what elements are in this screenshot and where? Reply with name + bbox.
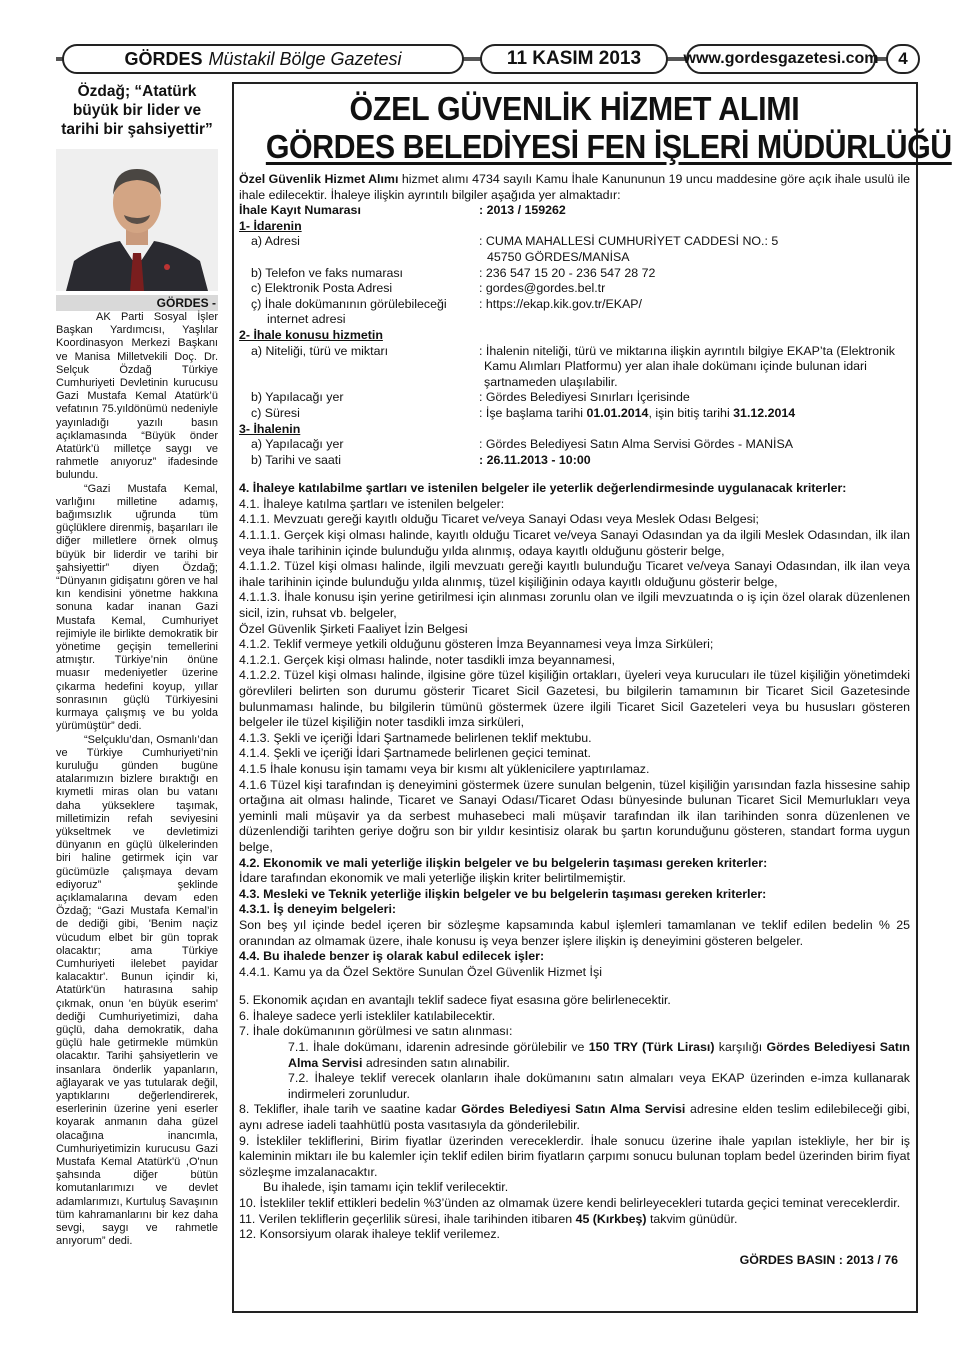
clause	[239, 481, 910, 497]
article-body	[56, 311, 218, 1248]
clause: 4.1.5 İhale konusu işin tamamı veya bir kısmı alt yüklenicilere yaptırılamaz.	[239, 761, 650, 776]
clause	[239, 1212, 910, 1228]
clause	[239, 1040, 910, 1071]
website: www.gordesgazetesi.com	[686, 44, 876, 74]
article-paragraph: AK Parti Sosyal İşler Başkan Yardımcısı, Yaşlılar Koordinasyon Merkezi Başkanı ve Manisa Milletvekili Doç. Dr. Selçuk Özdağ Türkiye Cumhuriyeti Devletinin kurucusu Gazi Mustafa Kemal Atatürk’ü vefatının 75.yıldönümü nedeniyle yayınladığı yazılı basın açıklamasında “Büyük önder Atatürk’ü milletçe saygı ve rahmetle anıyoruz” ifadesinde bulundu.	[56, 311, 218, 482]
tender-notice	[232, 82, 952, 1313]
clause: Özel Güvenlik Şirketi Faaliyet İzin Belgesi	[239, 621, 468, 636]
clause-heading: 4.4. Bu ihalede benzer iş olarak kabul edilecek işler:	[239, 949, 545, 964]
spacer	[239, 468, 910, 481]
clause	[239, 856, 910, 872]
office-name: Gördes Belediyesi Satın Alma Servisi	[461, 1102, 686, 1117]
section-2-title: 2- İhale konusu hizmetin	[239, 327, 383, 342]
clause-heading: 4.3. Mesleki ve Teknik yeterliğe ilişkin belgeler ve bu belgelerin taşıması gereken kriterler:	[239, 886, 767, 901]
document-price: 150 TRY (Türk Lirası)	[588, 1040, 715, 1055]
clause: 4.1.6 Tüzel kişi tarafından iş deneyimini göstermek üzere sunulan belgenin, tüzel kişiliğin yarısından fazla hissesine sahip ortağına ait olması halinde, Ticaret ve Sanayi Odası/Ticaret Odası bünyesinde bulunan Ticaret Sicil Memurlukları veya yeminli mali müşavir ya da serbest muhasebeci mali müşavir tarafından ilk ilan tarihinden sonra düzenlenen ve düzenlendiği tarihten geriye doğru son bir yıldır kesintisiz olarak bu şartın korunduğunu gösteren, standart forma uygun belge,	[239, 777, 910, 854]
info-label: b) Telefon ve faks numarası	[251, 265, 403, 280]
sidebar-article	[56, 82, 218, 1248]
info-label: c) Süresi	[251, 405, 300, 420]
newspaper-name	[62, 44, 464, 74]
info-row	[239, 390, 910, 406]
clause: 7.2. İhaleye teklif verecek olanların ihale dokümanını satın almaları veya EKAP üzerinden e-imza kullanarak indirmeleri zorunludur.	[288, 1071, 910, 1101]
clause: 4.1.1. Mevzuatı gereği kayıtlı olduğu Ticaret ve/veya Sanayi Odası veya Meslek Odası Belgesi;	[239, 512, 759, 527]
info-row	[239, 406, 910, 422]
clause: 5. Ekonomik açıdan en avantajlı teklif sadece fiyat esasına göre belirlenecektir.	[239, 993, 671, 1008]
info-row	[239, 437, 910, 453]
section-1-title: 1- İdarenin	[239, 218, 302, 233]
info-value: : gordes@gordes.bel.tr	[479, 281, 606, 296]
clause: 4.1. İhaleye katılma şartları ve istenilen belgeler:	[239, 496, 505, 511]
portrait-illustration	[56, 149, 218, 291]
clause: 4.1.2. Teklif vermeye yetkili olduğunu gösteren İmza Beyannamesi veya İmza Sirküleri;	[239, 637, 714, 652]
article-dateline: GÖRDES -	[56, 295, 218, 311]
clause: 4.4.1. Kamu ya da Özel Sektöre Sunulan Özel Güvenlik Hizmet İşi	[239, 964, 602, 979]
clause: 4.1.4. Şekli ve içeriği İdari Şartnamede belirlenen geçici teminat.	[239, 746, 591, 761]
info-row	[239, 266, 910, 282]
info-label: a) Niteliği, türü ve miktarı	[251, 343, 389, 358]
end-date: 31.12.2014	[733, 405, 796, 420]
info-value: : İhalenin niteliği, türü ve miktarına ilişkin ayrıntılı bilgiye EKAP’ta (Elektronik Kamu Alımları Platformu) yer alan ihale dokümanı içinde bulunan idari şartnameden ulaşılabilir.	[479, 343, 895, 389]
info-value: : https://ekap.kik.gov.tr/EKAP/	[479, 296, 642, 311]
clause: 4.1.1.1. Gerçek kişi olması halinde, kayıtlı olduğu Ticaret ve/veya Sanayi Odasından ya da ilgili Meslek Odasından, ilk ilan veya ihale tarihinin içinde bulunduğu yılda alınmış, odaya kayıtlı olduğunu gösterir belge,	[239, 528, 910, 558]
info-label: b) Yapılacağı yer	[251, 390, 344, 405]
office-name: Gördes Belediyesi Satın Alma Servisi	[288, 1040, 910, 1070]
portrait-photo	[56, 149, 218, 291]
info-label: b) Tarihi ve saati	[251, 452, 341, 467]
notice-intro	[239, 172, 910, 203]
clause-text: 8. Teklifler, ihale tarih ve saatine kadar	[239, 1102, 462, 1117]
registry-value: : 2013 / 159262	[479, 203, 566, 218]
validity-days: 45 (Kırkbeş)	[575, 1211, 647, 1226]
info-value: : Gördes Belediyesi Sınırları İçerisinde	[479, 390, 690, 405]
info-value: : CUMA MAHALLESİ CUMHURİYET CADDESİ NO.: 5	[479, 234, 779, 249]
info-label: a) Adresi	[251, 234, 300, 249]
clause: 9. İstekliler tekliflerini, Birim fiyatlar üzerinden vereceklerdir. İhale sonucu üzerine ihale yapılan istekliyle, her bir iş kaleminin miktarı ile bu kalemler için teklif edilen birim fiyatların çarpımı sonucu bulunan toplam bedel üzerinden birim fiyat sözleşme imzalanacaktır.	[239, 1133, 910, 1179]
info-label: ç) İhale dokümanının görülebileceği	[251, 296, 447, 311]
info-value: : 236 547 15 20 - 236 547 28 72	[479, 265, 656, 280]
clause	[239, 949, 910, 965]
clause-text: takvim günüdür.	[646, 1211, 738, 1226]
info-label-empty	[239, 250, 479, 266]
info-value: 45750 GÖRDES/MANİSA	[487, 249, 630, 264]
info-row	[239, 297, 910, 313]
clause: 4.1.3. Şekli ve içeriği İdari Şartnamede belirlenen teklif mektubu.	[239, 730, 592, 745]
registry-label: İhale Kayıt Numarası	[239, 203, 361, 218]
intro-text: hizmet alımı 4734 sayılı Kamu İhale Kanununun 19 uncu maddesine göre açık ihale usulü ile ihale edilecektir. İhaleye ilişkin ayrıntılı bilgiler aşağıda yer almaktadır:	[239, 172, 910, 202]
clause: 12. Konsorsiyum olarak ihaleye teklif verilemez.	[239, 1227, 501, 1242]
article-paragraph: “Gazi Mustafa Kemal, varlığını milletine adamış, bağımsızlık uğrunda tüm güçlüklere direnmiş, başarıları ile diğer milletlere örnek olmuş büyük bir liderdir ve tarihi bir şahsiyettir” diyen Özdağ; “Dünyanın gidişatını gören ve hal kın kendisini yönetme hakkına sonuna kadar inanan Gazi Mustafa Kemal, Cumhuriyet rejimiyle ile birlikte demokratik bir yönetime geçişin temellerini atmıştır. Türkiye’nin önüne muasır medeniyetler üzerine çıkarma hedefini koyup, yıllar sonrasının güçlü Türkiyesini kurmaya çalışmış ve bu yolda yürümüştür” dedi.	[56, 482, 218, 733]
page-header	[56, 42, 918, 76]
info-label-continued: internet adresi	[267, 312, 346, 327]
info-label: c) Elektronik Posta Adresi	[251, 281, 393, 296]
clause: 4.1.1.3. İhale konusu işin yerine getirilmesi için alınması zorunlu olan ve ilgili mevzuatında o iş için özel olarak düzenlenen sicil, izin, ruhsat vb. belgeler,	[239, 590, 910, 621]
newspaper-name-bold: GÖRDES	[124, 48, 203, 69]
notice-title: ÖZEL GÜVENLİK HİZMET ALIMI	[349, 90, 800, 127]
press-signature: GÖRDES BASIN : 2013 / 76	[739, 1252, 898, 1267]
duration-text: , işin bitiş tarihi	[648, 405, 734, 420]
spacer	[239, 980, 910, 993]
info-row	[239, 453, 910, 469]
notice-subtitle: GÖRDES BELEDİYESİ FEN İŞLERİ MÜDÜRLÜĞÜ	[265, 128, 952, 165]
clause-heading: 4.2. Ekonomik ve mali yeterliğe ilişkin belgeler ve bu belgelerin taşıması gereken kriterler:	[239, 855, 768, 870]
clause-heading: 4. İhaleye katılabilme şartları ve istenilen belgeler ile yeterlik değerlendirmesinde uygulanacak kriterler:	[239, 481, 847, 496]
clause	[239, 902, 910, 918]
clause: Bu ihalede, işin tamamı için teklif verilecektir.	[263, 1180, 509, 1195]
newspaper-subtitle: Müstakil Bölge Gazetesi	[208, 48, 402, 69]
clause: 4.1.1.2. Tüzel kişi olması halinde, ilgili mevzuatı gereği kayıtlı bulunduğu Ticaret ve/veya Sanayi Odasından, ilk ilan veya ihale tarihinin içinde bulunduğu yılda alınmış, tüzel kişiliğinin odaya kayıtlı olduğunu gösterir belge,	[239, 559, 910, 589]
clause-heading: 4.3.1. İş deneyim belgeleri:	[239, 902, 397, 917]
info-row	[239, 250, 910, 266]
clause-text: 7.1. İhale dokümanı, idarenin adresinde görülebilir ve	[288, 1040, 589, 1055]
clause	[239, 887, 910, 903]
clause-text: 11. Verilen tekliflerin geçerlilik süresi, ihale tarihinden itibaren	[239, 1211, 576, 1226]
clause: 4.1.2.1. Gerçek kişi olması halinde, noter tasdikli imza beyannamesi,	[239, 652, 616, 667]
info-row	[239, 234, 910, 250]
clause: Son beş yıl içinde bedel içeren bir sözleşme kapsamında kabul işlemleri tamamlanan ve teklif edilen bedelin % 25 oranından az olmamak üzere, ihale konusu iş veya benzer işlere ilişkin iş deneyimini gösteren belgeler.	[239, 917, 910, 948]
duration-text: : İşe başlama tarihi	[479, 405, 587, 420]
intro-bold: Özel Güvenlik Hizmet Alımı	[239, 172, 399, 186]
clause-text: adresinden satın alınabilir.	[362, 1055, 510, 1070]
clause: 7. İhale dokümanının görülmesi ve satın alınması:	[239, 1024, 513, 1039]
issue-date: 11 KASIM 2013	[480, 44, 668, 74]
clause: İdare tarafından ekonomik ve mali yeterliğe ilişkin kriter belirtilmemiştir.	[239, 871, 627, 886]
clause-text: adresine elden teslim edilebileceği gibi, aynı adrese iadeli taahhütlü posta vasıtasıyla da gönderilebilir.	[239, 1102, 910, 1133]
info-value	[479, 406, 910, 422]
registry-row	[239, 203, 910, 219]
notice-body	[239, 172, 910, 1268]
clause	[239, 1102, 910, 1133]
section-3-title: 3- İhalenin	[239, 421, 301, 436]
clause: 6. İhaleye sadece yerli istekliler katılabilecektir.	[239, 1008, 496, 1023]
info-label: a) Yapılacağı yer	[251, 437, 344, 452]
info-value: : Gördes Belediyesi Satın Alma Servisi Gördes - MANİSA	[479, 437, 794, 452]
info-row	[239, 344, 910, 391]
clause-text: karşılığı	[714, 1040, 767, 1055]
article-title: Özdağ; “Atatürk büyük bir lider ve tarihi bir şahsiyettir”	[61, 83, 213, 138]
clause: 4.1.2.2. Tüzel kişi olması halinde, ilgisine göre tüzel kişiliğin ortakları, üyeleri veya kurucuları ile tüzel kişiliğin yönetimdeki görevlileri belirten son durumu gösterir Ticaret Sicil Gazetesi, bu bilgilerin tamamının bir Ticaret Sicil Gazetesinde bulunmaması halinde, bu bilgilerin tümünü göstermek üzere ilgili Ticaret Sicil Gazeteleri veya bu hususları gösteren belgeler ile tüzel kişiliğin noter tasdikli imza sirküleri,	[239, 668, 910, 730]
page-number: 4	[886, 44, 920, 74]
article-paragraph: “Selçuklu’dan, Osmanlı’dan ve Türkiye Cumhuriyeti’nin kuruluğu günden bugüne atalarımızın bizlere bıraktığı en kıymetli miras olan bu vatanı daha yükseklere taşımak, milletimizin refah seviyesini yükseltmek ve devletimizi dünyanın en güçlü ülkelerinden biri haline getirmek için var gücümüzle çalışmaya devam ediyoruz” şeklinde açıklamalarına devam eden Özdağ; “Gazi Mustafa Kemal’in de dediği gibi, 'Benim naçiz vücudum elbet bir gün toprak olacaktır; ama Türkiye Cumhuriyeti ilelebet payidar kalacaktır'. Bunun içindir ki, Atatürk'ün hatırasına sahip çıkmak, onun 'en büyük eserim' dediği Cumhuriyetimizi, daha güçlü, daha demokratik, daha güçlü hale getirmekle mümkün olacaktır. Tarihi şahsiyetlerin ve insanlara önderlik yapanların, ağlayarak ve yas tutularak değil, yaptıklarını değerlendirerek, eserlerinin üzerine yeni eserler koyarak anmanın daha güzel olacağına inancımla, Cumhuriyetimizin kurucusu Gazi Mustafa Kemal Atatürk'ü ,O'nun şahsında diğer bütün komutanlarımızı ve devlet adamlarımızı, Kurtuluş Savaşının tüm kahramanlarını bir kez daha sevgi, saygı ve rahmetle anıyorum” dedi.	[56, 733, 219, 1248]
info-row	[239, 281, 910, 297]
tender-datetime: : 26.11.2013 - 10:00	[479, 452, 591, 467]
clause: 10. İstekliler teklif ettikleri bedelin %3’ünden az olmamak üzere kendi belirleyecekleri tutarda geçici teminat vereceklerdir.	[239, 1196, 901, 1210]
start-date: 01.01.2014	[586, 405, 649, 420]
